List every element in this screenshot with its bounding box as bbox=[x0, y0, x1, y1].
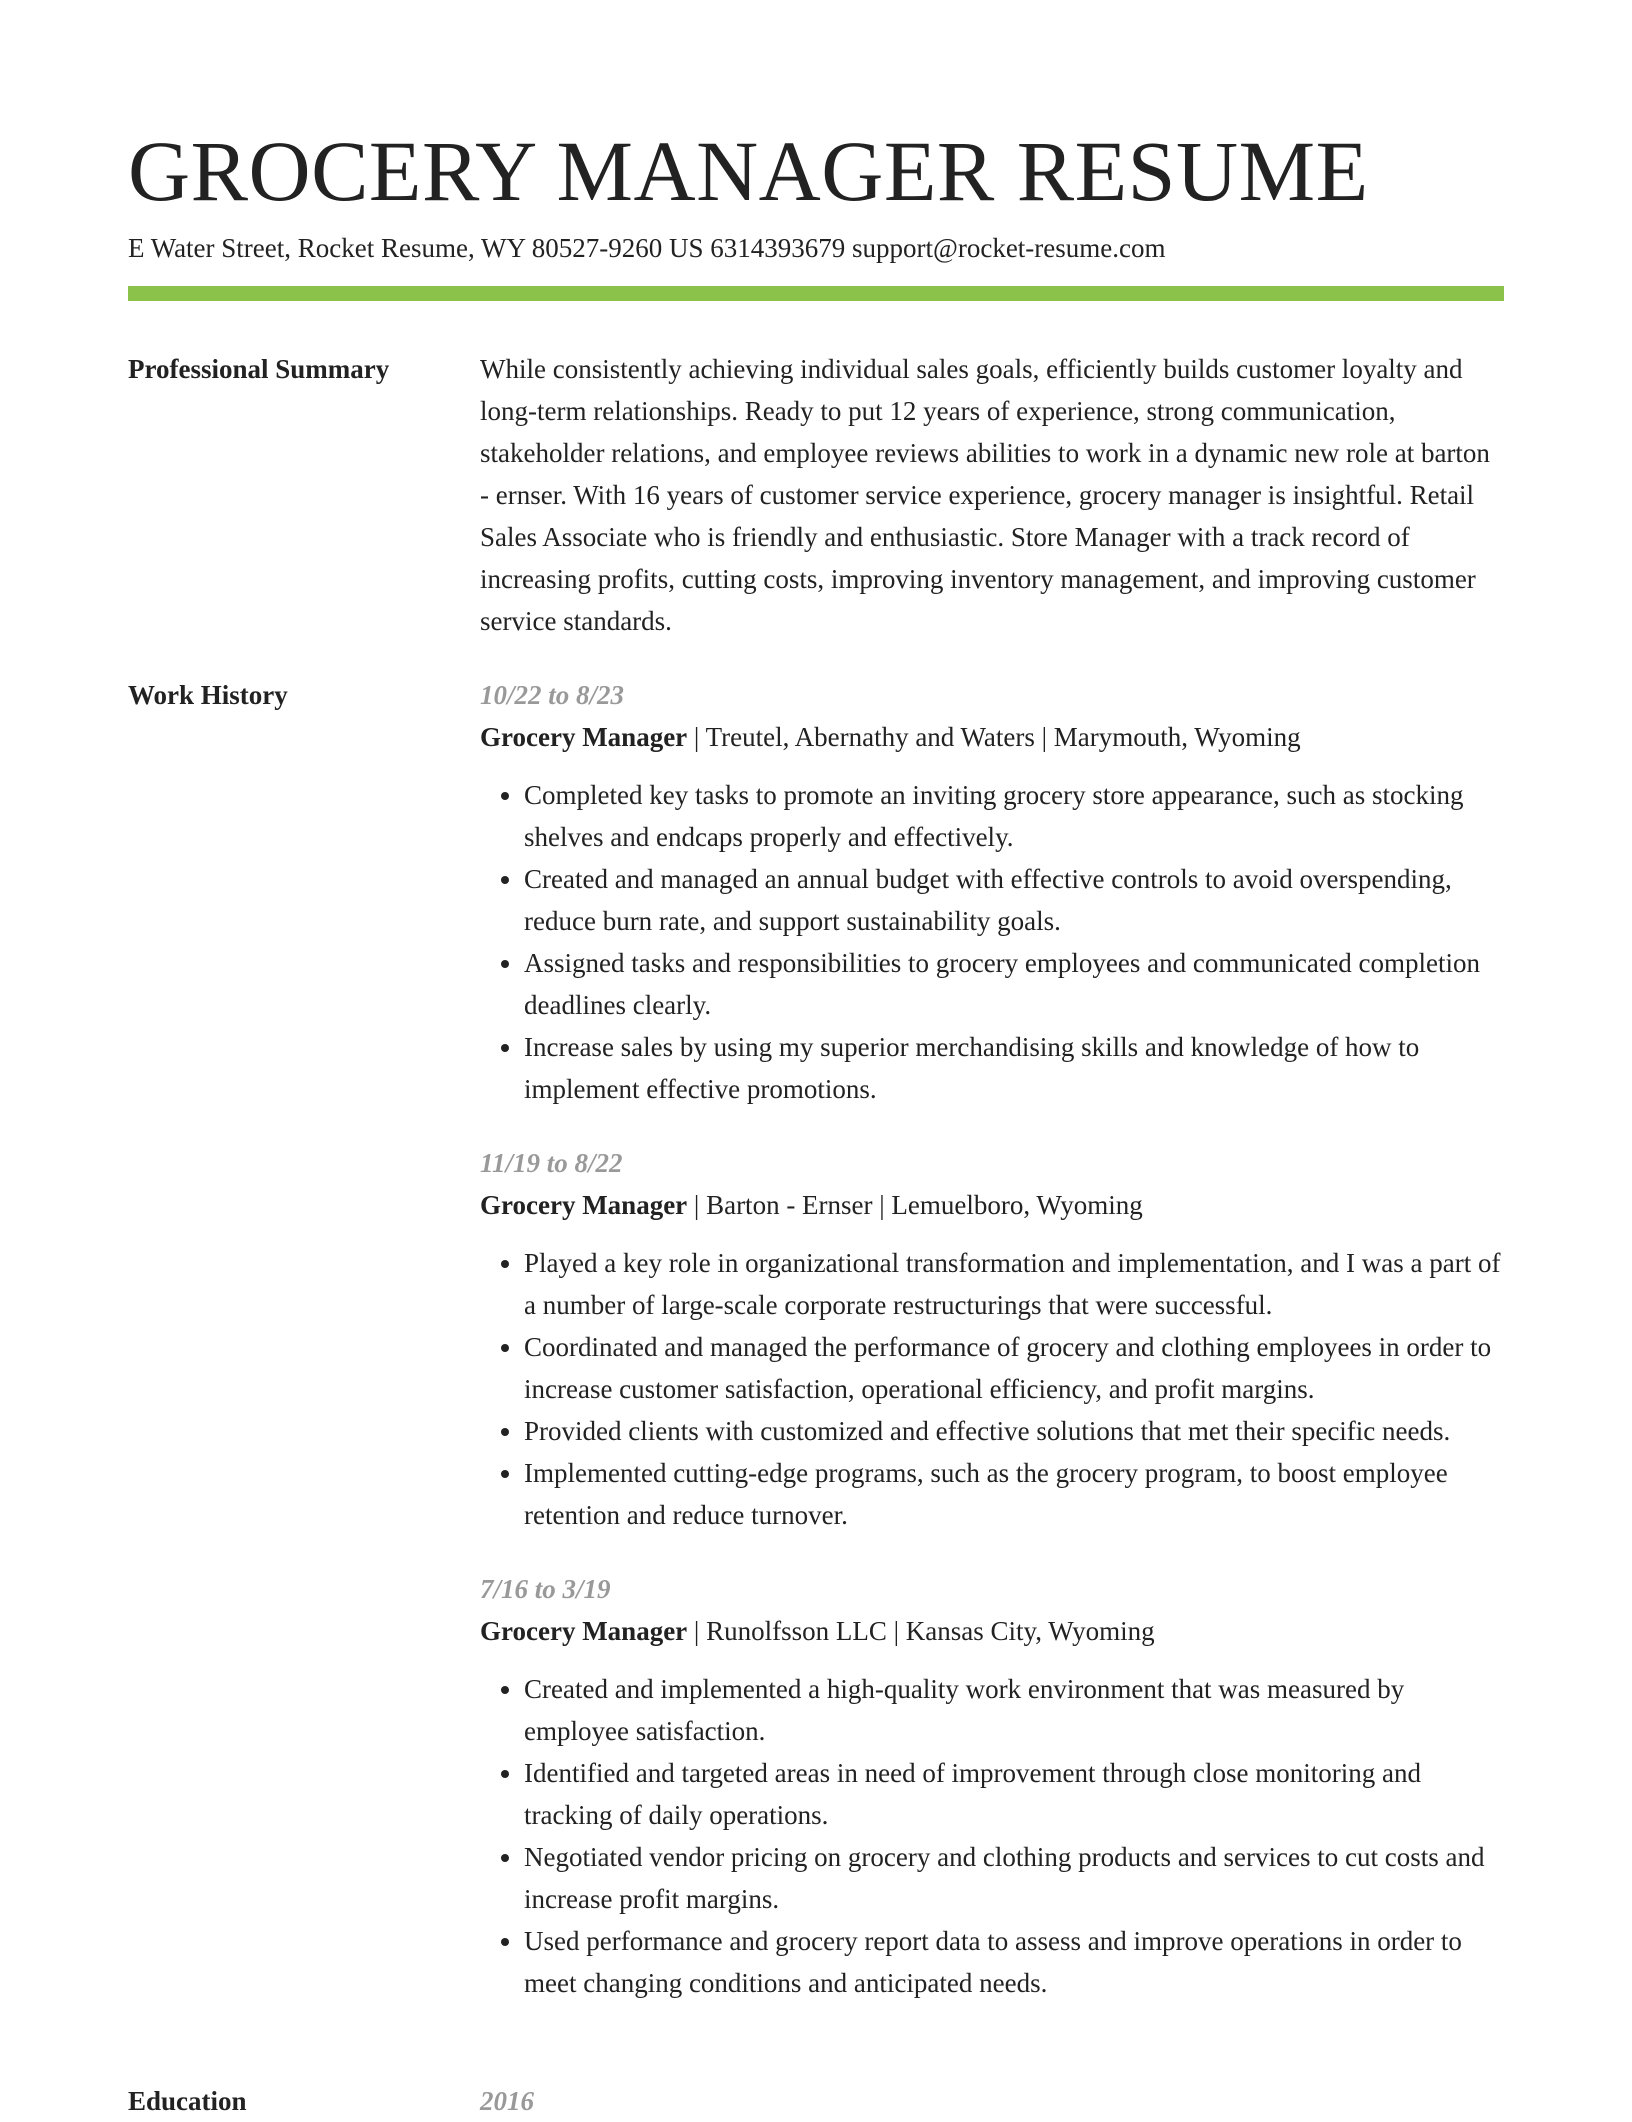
job-bullet: • Created and implemented a high-quality work environment that was measured by employee satisfaction. bbox=[524, 1668, 1504, 1752]
accent-divider bbox=[128, 286, 1504, 301]
job-bullet: • Identified and targeted areas in need of improvement through close monitoring and tracking of daily operations. bbox=[524, 1752, 1504, 1836]
job-bullet: • Used performance and grocery report data to assess and improve operations in order to meet changing conditions and anticipated needs. bbox=[524, 1920, 1504, 2004]
job-title: Grocery Manager bbox=[480, 1616, 688, 1646]
education-body bbox=[480, 2080, 1504, 2122]
summary-text: While consistently achieving individual sales goals, efficiently builds customer loyalty and long-term relationships. Ready to put 12 years of experience, strong communication, stakeholder relations, and employee reviews abilities to work in a dynamic new role at barton - ernser. With 16 years of customer service experience, grocery manager is insightful. Retail Sales Associate who is friendly and enthusiastic. Store Manager with a track record of increasing profits, cutting costs, improving inventory management, and improving customer service standards. bbox=[480, 354, 1490, 636]
job-entry bbox=[480, 1142, 1504, 1536]
job-dates: 10/22 to 8/23 bbox=[480, 680, 625, 710]
job-details: | Treutel, Abernathy and Waters | Marymouth, Wyoming bbox=[687, 722, 1301, 752]
job-heading bbox=[480, 716, 1504, 758]
work-history-body bbox=[480, 674, 1504, 2004]
summary-label: Professional Summary bbox=[128, 354, 390, 384]
summary-body bbox=[480, 348, 1504, 642]
job-bullet: • Coordinated and managed the performance of grocery and clothing employees in order to increase customer satisfaction, operational efficiency, and profit margins. bbox=[524, 1326, 1504, 1410]
job-bullets bbox=[480, 1668, 1504, 2004]
job-heading bbox=[480, 1610, 1504, 1652]
job-bullets bbox=[480, 1242, 1504, 1536]
work-history-label: Work History bbox=[128, 680, 288, 710]
job-bullet: • Provided clients with customized and effective solutions that met their specific needs. bbox=[524, 1410, 1504, 1452]
job-bullet: • Negotiated vendor pricing on grocery and clothing products and services to cut costs and increase profit margins. bbox=[524, 1836, 1504, 1920]
job-details: | Runolfsson LLC | Kansas City, Wyoming bbox=[687, 1616, 1155, 1646]
job-heading bbox=[480, 1184, 1504, 1226]
contact-line: E Water Street, Rocket Resume, WY 80527-9260 US 6314393679 support@rocket-resume.com bbox=[128, 233, 1166, 263]
job-title: Grocery Manager bbox=[480, 1190, 688, 1220]
job-bullet: • Created and managed an annual budget with effective controls to avoid overspending, reduce burn rate, and support sustainability goals. bbox=[524, 858, 1504, 942]
job-bullet: • Played a key role in organizational transformation and implementation, and I was a part of a number of large-scale corporate restructurings that were successful. bbox=[524, 1242, 1504, 1326]
resume-title: GROCERY MANAGER RESUME bbox=[128, 123, 1369, 219]
job-entry bbox=[480, 1568, 1504, 2004]
job-bullet: • Increase sales by using my superior merchandising skills and knowledge of how to implement effective promotions. bbox=[524, 1026, 1504, 1110]
job-bullet: • Implemented cutting-edge programs, such as the grocery program, to boost employee retention and reduce turnover. bbox=[524, 1452, 1504, 1536]
education-dates: 2016 bbox=[480, 2086, 534, 2116]
job-details: | Barton - Ernser | Lemuelboro, Wyoming bbox=[687, 1190, 1143, 1220]
job-dates: 11/19 to 8/22 bbox=[480, 1148, 623, 1178]
job-bullet: • Assigned tasks and responsibilities to grocery employees and communicated completion deadlines clearly. bbox=[524, 942, 1504, 1026]
job-dates: 7/16 to 3/19 bbox=[480, 1574, 611, 1604]
job-entry bbox=[480, 674, 1504, 1110]
job-bullet: • Completed key tasks to promote an inviting grocery store appearance, such as stocking shelves and endcaps properly and effectively. bbox=[524, 774, 1504, 858]
job-bullets bbox=[480, 774, 1504, 1110]
job-title: Grocery Manager bbox=[480, 722, 688, 752]
education-label: Education bbox=[128, 2086, 247, 2116]
